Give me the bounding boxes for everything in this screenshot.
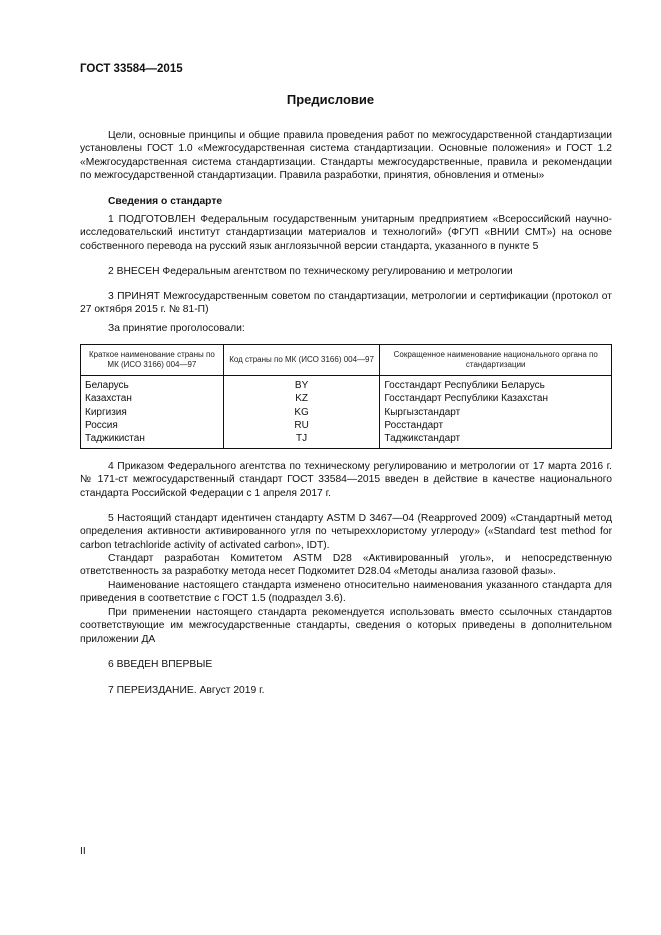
item-7-reissue: 7 ПЕРЕИЗДАНИЕ. Август 2019 г. (108, 685, 265, 696)
agency-cell: Госстандарт Республики Казахстан (380, 392, 612, 405)
document-id-header: ГОСТ 33584—2015 (80, 63, 183, 75)
code-cell: TJ (223, 432, 380, 449)
page-number: II (80, 846, 86, 857)
item-5-name-change: Наименование настоящего стандарта изменено относительно наименования указанного стандарта для приведения в соответствие с ГОСТ 1.5 (подраздел 3.6). (80, 580, 612, 605)
table-row (81, 432, 612, 449)
votes-table (80, 344, 612, 449)
column-header-agency: Сокращенное наименование национального органа по стандартизации (380, 345, 612, 376)
agency-cell: Росстандарт (380, 419, 612, 432)
code-cell: KZ (223, 392, 380, 405)
item-1-prepared: 1 ПОДГОТОВЛЕН Федеральным государственным унитарным предприятием «Всероссийский научно-исследовательский институт стандартизации материалов и технологий» (ФГУП «ВНИИ СМТ») на основе собственного перевода на русский язык англоязычной версии стандарта, указанного в пункте 5 (80, 214, 612, 252)
agency-cell: Кыргызстандарт (380, 406, 612, 419)
column-header-country: Краткое наименование страны по МК (ИСО 3166) 004—97 (81, 345, 224, 376)
country-cell: Казахстан (81, 392, 224, 405)
table-row (81, 376, 612, 393)
item-2-submitted: 2 ВНЕСЕН Федеральным агентством по техническому регулированию и метрологии (108, 266, 513, 277)
code-cell: BY (223, 376, 380, 393)
agency-cell: Таджикстандарт (380, 432, 612, 449)
country-cell: Россия (81, 419, 224, 432)
votes-label: За принятие проголосовали: (108, 323, 245, 334)
code-cell: RU (223, 419, 380, 432)
country-cell: Беларусь (81, 376, 224, 393)
agency-cell: Госстандарт Республики Беларусь (380, 376, 612, 393)
table-header-row (81, 345, 612, 376)
item-4-order: 4 Приказом Федерального агентства по техническому регулированию и метрологии от 17 марта 2016 г. № 171-ст межгосударственный стандарт ГОСТ 33584—2015 введен в действие в качестве национального стандарта Российской Федерации с 1 апреля 2017 г. (80, 461, 612, 499)
intro-paragraph: Цели, основные принципы и общие правила проведения работ по межгосударственной стандартизации установлены ГОСТ 1.0 «Межгосударственная система стандартизации. Основные положения» и ГОСТ 1.2 «Межгосударственная система стандартизации. Стандарты межгосударственные, правила и рекомендации по межгосударственной стандартизации. Правила разработки, принятия, обновления и отмены» (80, 130, 612, 181)
item-5-references: При применении настоящего стандарта рекомендуется использовать вместо ссылочных стандартов соответствующие им межгосударственные стандарты, сведения о которых приведены в дополнительном приложении ДА (80, 607, 612, 645)
item-6-first-introduced: 6 ВВЕДЕН ВПЕРВЫЕ (108, 659, 213, 670)
table-row (81, 406, 612, 419)
country-cell: Киргизия (81, 406, 224, 419)
country-cell: Таджикистан (81, 432, 224, 449)
item-5-identical: 5 Настоящий стандарт идентичен стандарту ASTM D 3467—04 (Reapproved 2009) «Стандартный метод определения активности активированного угля по четырехxлористому углероду» («Standard test method for carbon tetrachloride activity of activated carbon», IDT). (80, 513, 612, 551)
code-cell: KG (223, 406, 380, 419)
table-row (81, 419, 612, 432)
page-title: Предисловие (286, 92, 375, 107)
item-3-adopted: 3 ПРИНЯТ Межгосударственным советом по стандартизации, метрологии и сертификации (протокол от 27 октября 2015 г. № 81-П) (80, 291, 612, 316)
column-header-code: Код страны по МК (ИСО 3166) 004—97 (223, 345, 380, 376)
item-5-developer: Стандарт разработан Комитетом ASTM D28 «Активированный уголь», и непосредственную ответственность за разработку метода несет Подкомитет D28.04 «Методы анализа газовой фазы». (80, 553, 612, 578)
table-row (81, 392, 612, 405)
section-heading: Сведения о стандарте (108, 196, 223, 207)
